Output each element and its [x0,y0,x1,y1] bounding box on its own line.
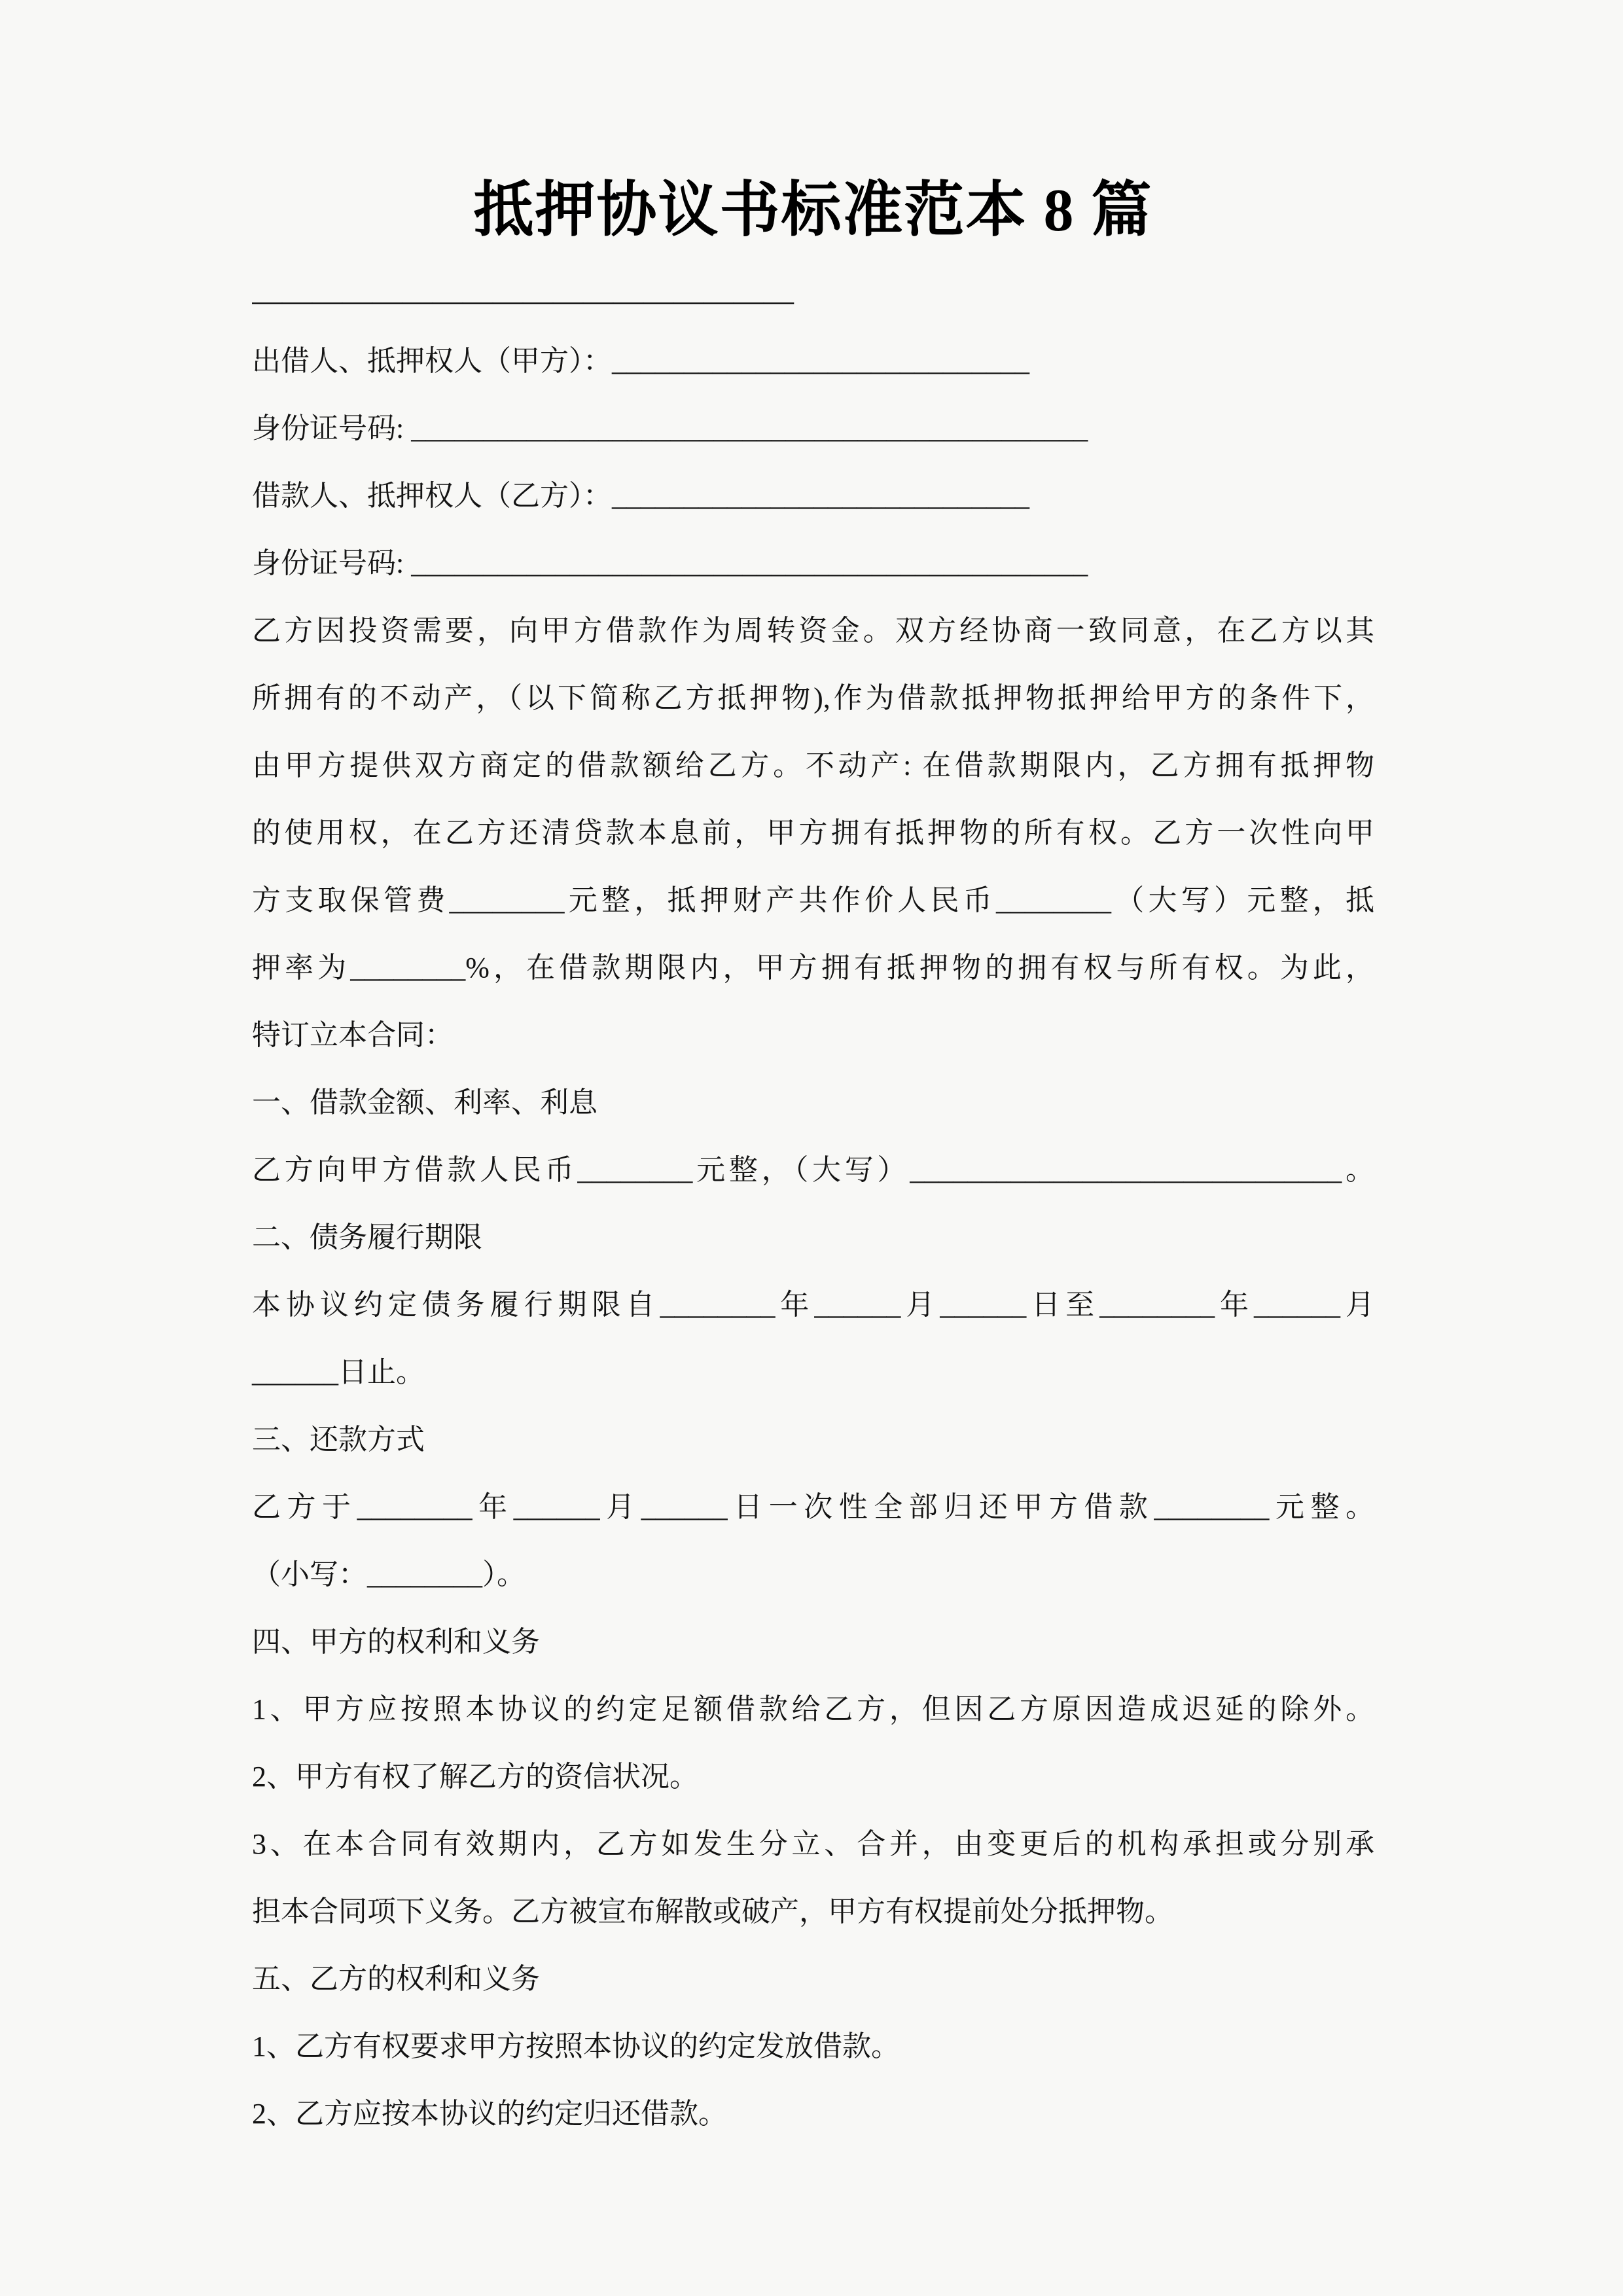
text-line: 所拥有的不动产，（以下简称乙方抵押物),作为借款抵押物抵押给甲方的条件下， [252,681,1374,714]
text-line: 一、借款金额、利率、利息 [252,1086,597,1119]
text-line: 乙方于________年______月______日一次性全部归还甲方借款________元整。 [252,1490,1374,1523]
text-line: 担本合同项下义务。乙方被宣布解散或破产，甲方有权提前处分抵押物。 [252,1895,1173,1928]
text-line: 出借人、抵押权人（甲方）：_____________________________ [252,344,1029,377]
text-line: 由甲方提供双方商定的借款额给乙方。不动产: 在借款期限内，乙方拥有抵押物 [252,749,1374,781]
text-line: 特订立本合同： [252,1018,454,1051]
text-line: 押率为________%，在借款期限内，甲方拥有抵押物的拥有权与所有权。为此， [252,951,1374,984]
document-content [252,0,1374,2147]
text-line: 3、在本合同有效期内，乙方如发生分立、合并，由变更后的机构承担或分别承 [252,1827,1374,1860]
page-title: 抵押协议书标准范本 8 篇 [473,177,1153,243]
text-line: 身份证号码: _______________________________________________ [252,412,1088,444]
text-line: （小写：________）。 [252,1558,526,1590]
text-line: 乙方向甲方借款人民币________元整，（大写）______________________________。 [252,1153,1374,1186]
text-line: 四、甲方的权利和义务 [252,1625,540,1658]
text-line: 1、乙方有权要求甲方按照本协议的约定发放借款。 [252,2030,900,2062]
text-line: 1、甲方应按照本协议的约定足额借款给乙方，但因乙方原因造成迟延的除外。 [252,1693,1374,1725]
text-line: 本协议约定债务履行期限自________年______月______日至________年______月 [252,1288,1374,1321]
text-line: 的使用权，在乙方还清贷款本息前，甲方拥有抵押物的所有权。乙方一次性向甲 [252,816,1374,849]
lines [252,327,1374,2147]
title-divider: —————————————————— [252,283,794,317]
text-line: 借款人、抵押权人（乙方）：_____________________________ [252,479,1029,512]
text-line: 三、还款方式 [252,1423,425,1456]
text-line: 身份证号码: _______________________________________________ [252,547,1088,579]
text-line: 方支取保管费________元整，抵押财产共作价人民币________（大写）元整，抵 [252,884,1374,916]
text-line: 五、乙方的权利和义务 [252,1962,540,1995]
text-line: 2、甲方有权了解乙方的资信状况。 [252,1760,698,1793]
text-line: ______日止。 [252,1355,425,1388]
text-line: 2、乙方应按本协议的约定归还借款。 [252,2097,727,2130]
text-line: 二、债务履行期限 [252,1221,482,1253]
text-line: 乙方因投资需要，向甲方借款作为周转资金。双方经协商一致同意，在乙方以其 [252,614,1374,647]
